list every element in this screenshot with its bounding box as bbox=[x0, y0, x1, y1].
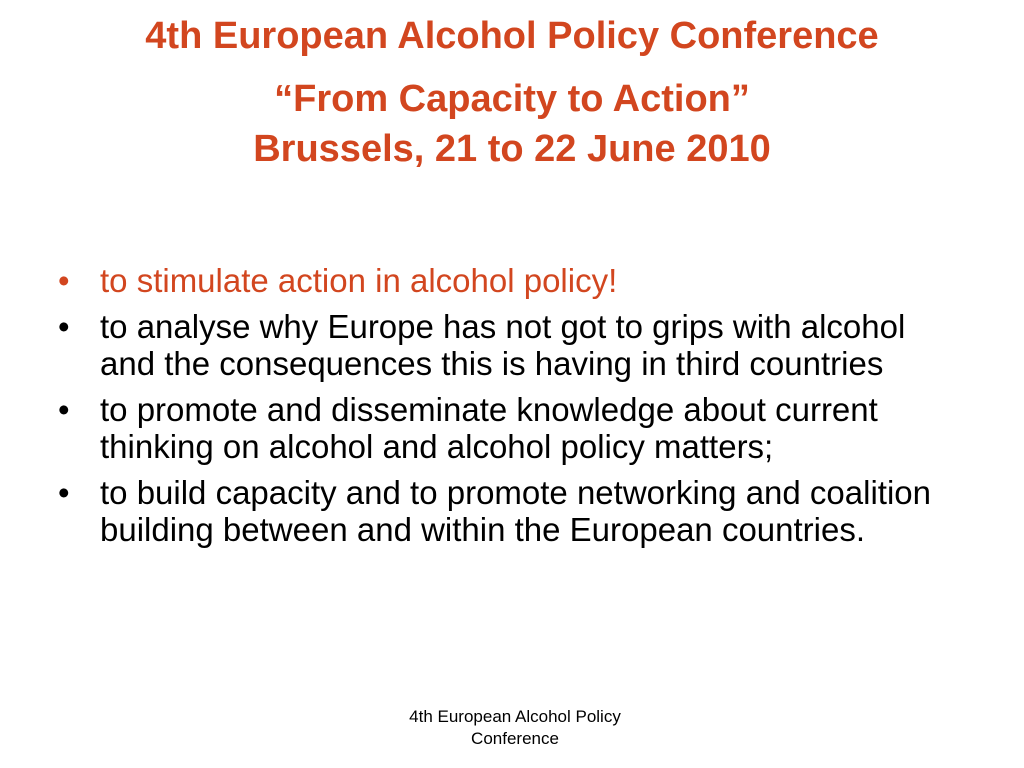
list-item bbox=[58, 391, 968, 465]
list-item-text: to stimulate action in alcohol policy! bbox=[100, 262, 618, 299]
conference-date-location: Brussels, 21 to 22 June 2010 bbox=[253, 128, 771, 170]
slide-title bbox=[0, 10, 1024, 174]
list-item bbox=[58, 308, 968, 382]
list-item bbox=[58, 474, 968, 548]
bullet-icon: • bbox=[58, 262, 70, 299]
bullet-icon: • bbox=[58, 308, 70, 345]
conference-motto: “From Capacity to Action” bbox=[274, 78, 750, 120]
list-item-text: to build capacity and to promote networking and coalition building between and within the European countries. bbox=[100, 474, 932, 548]
bullet-icon: • bbox=[58, 391, 70, 428]
footer-line: Conference bbox=[471, 729, 559, 748]
footer-line: 4th European Alcohol Policy bbox=[409, 707, 621, 726]
list-item-text: to analyse why Europe has not got to grips with alcohol and the consequences this is having in third countries bbox=[100, 308, 906, 382]
list-item-text: to promote and disseminate knowledge about current thinking on alcohol and alcohol policy matters; bbox=[100, 391, 878, 465]
slide-footer bbox=[350, 706, 680, 750]
bullet-icon: • bbox=[58, 474, 70, 511]
conference-title: 4th European Alcohol Policy Conference bbox=[145, 15, 879, 57]
list-item bbox=[58, 262, 968, 299]
objectives-list bbox=[58, 262, 968, 557]
